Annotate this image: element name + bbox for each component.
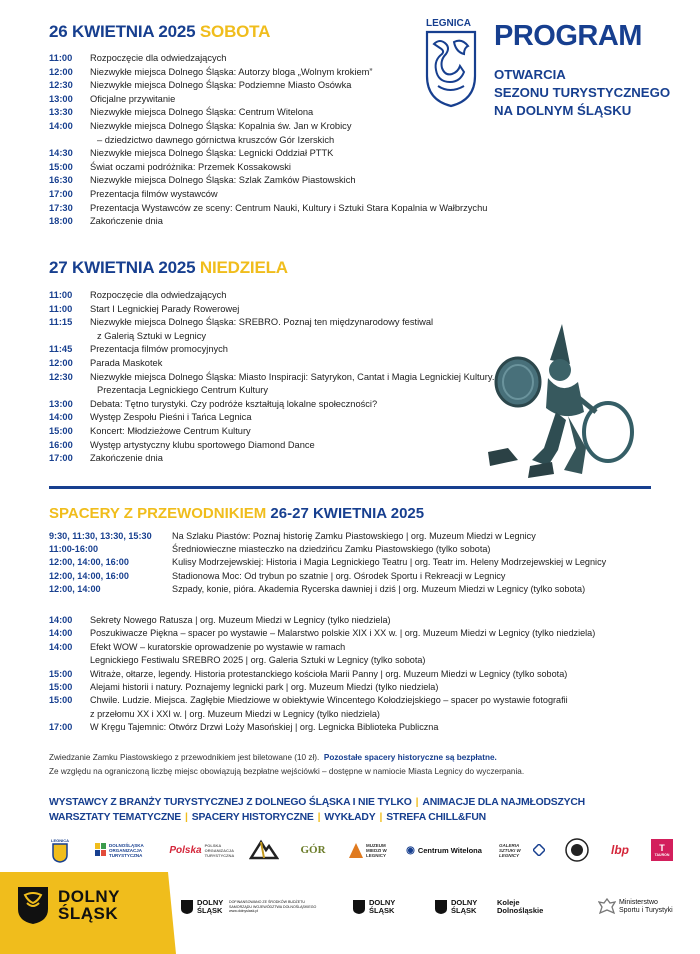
schedule-row: 11:00 Start I Legnickiej Parady Rowerowej	[49, 303, 240, 314]
schedule-row: 11:45 Prezentacja filmów promocyjnych	[49, 344, 228, 355]
schedule-row: 11:00 Rozpoczęcie dla odwiedzających	[49, 290, 227, 300]
footer-koleje	[497, 890, 577, 924]
gnome-statue-illustration	[478, 320, 640, 485]
partner-lbp	[605, 833, 635, 867]
walk-row: 12:00, 14:00, 16:00 Kulisy Modrzejewskiej: Historia i Magia Legnickiego Teatru | org. Teatr im. Heleny Modrzejewskiej w Legnicy	[49, 557, 607, 568]
schedule-row: 17:30 Prezentacja Wystawców ze sceny: Centrum Nauki, Kultury i Sztuki Stara Kopalnia w Wałbrzychu	[49, 202, 488, 213]
schedule-row: 18:00 Zakończenie dnia	[49, 216, 163, 227]
day2-date: 27 KWIETNIA 2025	[49, 258, 196, 277]
partner-polska	[167, 833, 241, 867]
ministerstwo-text	[619, 899, 673, 915]
walk-row: 14:00 Sekrety Nowego Ratusza | org. Muzeum Miedzi w Legnicy (tylko niedziela)	[49, 615, 391, 625]
schedule-row: 12:30 Niezwykłe miejsca Dolnego Śląska: Miasto Inspiracji: Satyrykon, Cantat i Magia Legnickiej Kultury.	[49, 371, 495, 382]
capacity-note: Ze względu na ograniczoną liczbę miejsc obowiązują bezpłatne wejściówki – dostępne w namiocie Miasta Legnicy do wyczerpania.	[49, 767, 525, 776]
footer-dolny-3-text: DOLNY ŚLĄSK	[451, 898, 478, 915]
small-eagle-crest-icon	[180, 899, 194, 915]
partner-muzeum	[347, 833, 395, 867]
schedule-row-continued: z Galerią Sztuki w Legnicy	[97, 330, 207, 341]
legnica-small-crest-icon	[52, 843, 68, 863]
partner-logos	[49, 833, 679, 869]
footer-cofinanced-text: DOFINANSOWANO ZE ŚRODKÓW BUDŻETU SAMORZĄDU WOJEWÓDZTWA DOLNOŚLĄSKIEGO	[229, 900, 317, 909]
legnica-logo-text: LEGNICA	[426, 18, 471, 29]
galeria-diamond-icon	[533, 844, 545, 856]
partner-muzeum-text: MUZEUM MIEDZI W LEGNICY	[366, 842, 387, 858]
partner-galeria	[495, 833, 549, 867]
tag-chill-zone: STREFA CHILL&FUN	[386, 812, 486, 823]
schedule-row: 16:00 Występ artystyczny klubu sportowego Diamond Dance	[49, 439, 315, 450]
schedule-row: 12:00 Niezwykłe miejsca Dolnego Śląska: Autorzy bloga „Wolnym krokiem”	[49, 66, 373, 77]
schedule-row: 12:30 Niezwykłe miejsca Dolnego Śląska: Podziemne Miasto Osówka	[49, 80, 352, 91]
footer-cofinanced-url: www.dolnyslask.pl	[229, 909, 259, 914]
small-eagle-crest-icon	[434, 899, 448, 915]
schedule-row: 11:00 Rozpoczęcie dla odwiedzających	[49, 53, 227, 63]
dolnoslaskie-word: Dolnośląskie	[497, 906, 544, 915]
walk-row: 15:00 Chwile. Ludzie. Miejsca. Zagłębie Miedziowe w obiektywie Wincentego Kołodziejskiego – spacer po wystawie fotografii	[49, 695, 568, 706]
partner-polska-text: POLSKA ORGANIZACJA TURYSTYCZNA	[204, 842, 235, 858]
schedule-row-continued: – dziedzictwo dawnego górnictwa kruszców Gór Izerskich	[97, 134, 335, 145]
seal-logo-icon	[565, 838, 589, 862]
tags-line-2: WARSZTATY TEMATYCZNE | SPACERY HISTORYCZNE | WYKŁADY | STREFA CHILL&FUN	[49, 812, 486, 823]
tag-workshops: WARSZTATY TEMATYCZNE	[49, 812, 182, 823]
footer-cofinanced	[180, 890, 330, 924]
schedule-row: 15:00 Świat oczami podróżnika: Przemek Kossakowski	[49, 161, 291, 172]
tag-walks: SPACERY HISTORYCZNE	[191, 812, 314, 823]
walk-row: 14:00 Poszukiwacze Piękna – spacer po wystawie – Malarstwo polskie XIX i XX w. | org. Muzeum Miedzi w Legnicy (tylko niedziela)	[49, 628, 596, 639]
mountain-logo-icon	[249, 838, 279, 862]
walk-row-continued: z przełomu XX i XXI w. | org. Muzeum Miedzi w Legnicy (tylko niedziela)	[90, 708, 380, 719]
ticket-note	[49, 753, 497, 762]
schedule-row: 14:30 Niezwykłe miejsca Dolnego Śląska: Legnicki Oddział PTTK	[49, 148, 334, 159]
koleje-word: Koleje	[497, 897, 520, 907]
day1-title	[49, 22, 270, 42]
small-eagle-crest-icon	[352, 899, 366, 915]
eagle-crest-icon	[16, 885, 50, 925]
partner-tauron	[649, 833, 675, 867]
footer-ministerstwo	[598, 890, 680, 924]
day1-date: 26 KWIETNIA 2025	[49, 22, 196, 41]
muzeum-logo-icon	[348, 841, 364, 859]
tag-exhibitors: WYSTAWCY Z BRANŻY TURYSTYCZNEJ Z DOLNEGO ŚLĄSKA I NIE TYLKO	[49, 797, 412, 808]
footer-cofinanced-brand: DOLNY ŚLĄSK	[197, 898, 224, 915]
subtitle-line-3: NA DOLNYM ŚLĄSKU	[494, 103, 632, 118]
tags-line-1: WYSTAWCY Z BRANŻY TURYSTYCZNEJ Z DOLNEGO ŚLĄSKA I NIE TYLKO | ANIMACJE DLA NAJMŁODSZYCH	[49, 797, 585, 808]
partner-lbp-text: lbp	[611, 843, 629, 857]
walk-row: 12:00, 14:00, 16:00 Stadionowa Moc: Od trybun po szatnie | org. Ośrodek Sportu i Rekreacji w Legnicy	[49, 570, 506, 581]
slask-word: ŚLĄSK	[58, 904, 119, 923]
footer-dolny-3	[434, 890, 492, 924]
schedule-row-continued: Prezentacja Legnickiego Centrum Kultury	[97, 385, 269, 396]
walk-row: 12:00, 14:00 Szpady, konie, pióra. Akademia Rycerska dawniej i dziś | org. Muzeum Miedzi w Legnicy (tylko sobota)	[49, 583, 586, 594]
event-tags	[49, 795, 585, 825]
schedule-row: 17:00 Prezentacja filmów wystawców	[49, 188, 218, 199]
day1-weekday: SOBOTA	[199, 22, 271, 41]
walks-title	[49, 505, 424, 522]
walks-title-a: SPACERY Z PRZEWODNIKIEM	[49, 505, 267, 522]
partner-galeria-text: GALERIA SZTUKI W LEGNICY	[499, 842, 521, 858]
partner-seal	[562, 833, 592, 867]
walks-group-1	[49, 530, 649, 596]
walk-row-continued: Legnickiego Festiwalu SREBRO 2025 | org. Galeria Sztuki w Legnicy (tylko sobota)	[90, 655, 426, 666]
eye-icon: ◉	[406, 844, 415, 856]
schedule-row: 12:00 Parada Maskotek	[49, 357, 163, 368]
program-title: PROGRAM	[494, 20, 642, 52]
footer-cofinanced-info	[229, 900, 321, 913]
partner-witelona-text: Centrum Witelona	[417, 845, 482, 855]
walks-group-2	[49, 614, 649, 735]
dot-logo-icon	[95, 843, 107, 857]
partner-tauron-text: TAURON	[654, 853, 670, 857]
day2-title	[49, 258, 288, 278]
walk-row: 15:00 Witraże, ołtarze, legendy. Historia protestanckiego kościoła Marii Panny | org. Muzeum Miedzi w Legnicy (tylko sobota)	[49, 668, 568, 679]
partner-dot-text: DOLNOŚLĄSKA ORGANIZACJA TURYSTYCZNA	[109, 842, 144, 858]
tag-lectures: WYKŁADY	[324, 812, 376, 823]
ministerstwo-line-1: Ministerstwo	[619, 899, 658, 906]
tauron-logo-icon: T TAURON	[651, 839, 673, 861]
partner-witelona	[404, 833, 484, 867]
ticket-note-a: Zwiedzanie Zamku Piastowskiego z przewodnikiem jest biletowane (10 zł).	[49, 753, 320, 762]
schedule-row: 16:30 Niezwykłe miejsca Dolnego Śląska: Szlak Zamków Piastowskich	[49, 175, 356, 186]
dolny-slask-text	[58, 888, 120, 922]
partner-gor-text: GÓR	[300, 844, 326, 856]
partner-gor	[296, 833, 330, 867]
subtitle-line-1: OTWARCIA	[494, 67, 566, 82]
walk-row: 17:00 W Kręgu Tajemnic: Otwórz Drzwi Loży Masońskiej | org. Legnicka Biblioteka Publiczna	[49, 722, 439, 733]
schedule-row: 13:00 Debata: Tętno turystyki. Czy podróże kształtują lokalne społeczności?	[49, 398, 378, 409]
walks-title-b: 26-27 KWIETNIA 2025	[270, 505, 425, 522]
partner-legnica-text: LEGNICA	[51, 837, 69, 843]
walk-row: 9:30, 11:30, 13:30, 15:30 Na Szlaku Piastów: Poznaj historię Zamku Piastowskiego | org. Muzeum Miedzi w Legnicy	[49, 531, 536, 541]
schedule-row: 13:00 Oficjalne przywitanie	[49, 93, 176, 104]
tag-animations: ANIMACJE DLA NAJMŁODSZYCH	[422, 797, 585, 808]
schedule-row: 11:15 Niezwykłe miejsca Dolnego Śląska: SREBRO. Poznaj ten międzynarodowy festiwal	[49, 317, 434, 328]
schedule-row: 14:00 Występ Zespołu Pieśni i Tańca Legnica	[49, 412, 252, 423]
ministerstwo-line-2: Sportu i Turystyki	[619, 907, 673, 914]
partner-legnica	[49, 833, 71, 867]
walk-row: 15:00 Alejami historii i natury. Poznajemy legnicki park | org. Muzeum Miedzi (tylko niedziela)	[49, 681, 439, 692]
dolny-slask-main-logo	[16, 885, 120, 925]
schedule-row: 13:30 Niezwykłe miejsca Dolnego Śląska: Centrum Witelona	[49, 107, 314, 118]
subtitle-line-2: SEZONU TURYSTYCZNEGO	[494, 85, 671, 100]
partner-dot	[93, 833, 155, 867]
partner-mountain	[246, 833, 282, 867]
schedule-row: 17:00 Zakończenie dnia	[49, 453, 163, 464]
walk-row: 11:00-16:00 Średniowieczne miasteczko na dziedzińcu Zamku Piastowskiego (tylko sobota)	[49, 544, 491, 555]
polish-eagle-icon	[598, 897, 616, 917]
schedule-row: 15:00 Koncert: Młodzieżowe Centrum Kultury	[49, 425, 251, 436]
dolny-word: DOLNY	[58, 887, 120, 906]
footer-dolny-2	[352, 890, 414, 924]
schedule-row: 14:00 Niezwykłe miejsca Dolnego Śląska: Kopalnia św. Jan w Krobicy	[49, 120, 352, 131]
day1-schedule	[49, 52, 609, 229]
section-divider	[49, 486, 651, 489]
walk-row: 14:00 Efekt WOW – kuratorskie oprowadzenie po wystawie w ramach	[49, 641, 346, 652]
day2-weekday: NIEDZIELA	[199, 258, 288, 277]
polska-logo-icon: Polska	[169, 844, 202, 856]
ticket-note-b: Pozostałe spacery historyczne są bezpłatne.	[323, 753, 497, 762]
footer-dolny-2-text: DOLNY ŚLĄSK	[369, 898, 396, 915]
